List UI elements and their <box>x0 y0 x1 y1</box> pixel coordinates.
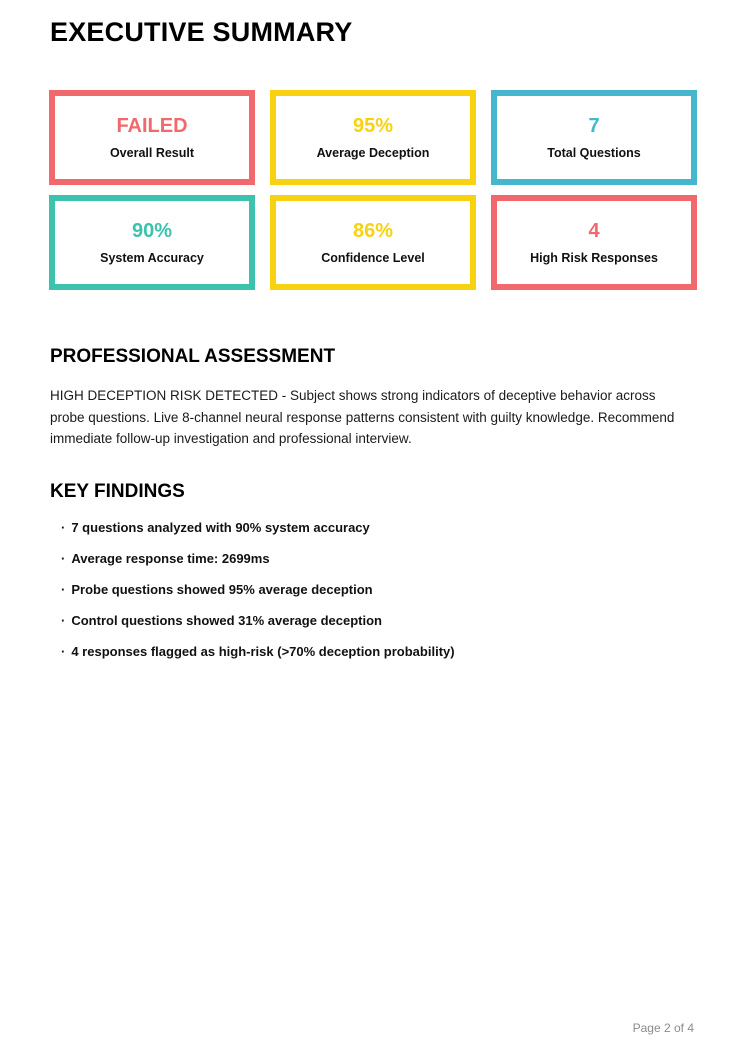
bullet-icon: · <box>61 612 66 628</box>
metric-card-confidence-level <box>270 195 476 290</box>
metric-cards-grid <box>49 90 697 290</box>
metric-label: Confidence Level <box>321 250 425 265</box>
bullet-icon: · <box>61 581 66 597</box>
metric-label: High Risk Responses <box>530 250 658 265</box>
metric-value: 4 <box>588 219 600 242</box>
metric-value: 90% <box>131 219 173 242</box>
list-item <box>50 520 693 535</box>
list-item <box>50 551 693 566</box>
finding-text: Average response time: 2699ms <box>71 550 270 566</box>
list-item <box>50 644 693 659</box>
finding-text: 4 responses flagged as high-risk (>70% deception probability) <box>71 643 455 659</box>
metric-card-system-accuracy <box>49 195 255 290</box>
report-page <box>0 17 743 659</box>
metric-label: Average Deception <box>316 145 430 160</box>
page-number: Page 2 of 4 <box>632 1021 694 1035</box>
metric-value: FAILED <box>116 114 188 137</box>
metric-card-overall-result <box>49 90 255 185</box>
metric-card-average-deception <box>270 90 476 185</box>
finding-text: 7 questions analyzed with 90% system accuracy <box>71 519 370 535</box>
assessment-paragraph: HIGH DECEPTION RISK DETECTED - Subject shows strong indicators of deceptive behavior across probe questions. Live 8-channel neural response patterns consistent with guilty knowledge. Recommend immediate follow-up investigation and professional interview. <box>50 388 675 446</box>
metric-value: 95% <box>352 114 394 137</box>
list-item <box>50 613 693 628</box>
metric-label: System Accuracy <box>100 250 204 265</box>
bullet-icon: · <box>61 643 66 659</box>
list-item <box>50 582 693 597</box>
metric-value: 86% <box>352 219 394 242</box>
metric-label: Overall Result <box>109 145 195 160</box>
assessment-section-heading: PROFESSIONAL ASSESSMENT <box>50 346 336 367</box>
metric-value: 7 <box>588 114 600 137</box>
bullet-icon: · <box>61 519 66 535</box>
bullet-icon: · <box>61 550 66 566</box>
metric-label: Total Questions <box>547 145 641 160</box>
metric-card-high-risk-responses <box>491 195 697 290</box>
metric-card-total-questions <box>491 90 697 185</box>
finding-text: Probe questions showed 95% average deception <box>71 581 373 597</box>
findings-section-heading: KEY FINDINGS <box>50 480 185 502</box>
page-title: EXECUTIVE SUMMARY <box>50 17 353 47</box>
finding-text: Control questions showed 31% average deception <box>71 612 382 628</box>
findings-list <box>50 520 693 659</box>
